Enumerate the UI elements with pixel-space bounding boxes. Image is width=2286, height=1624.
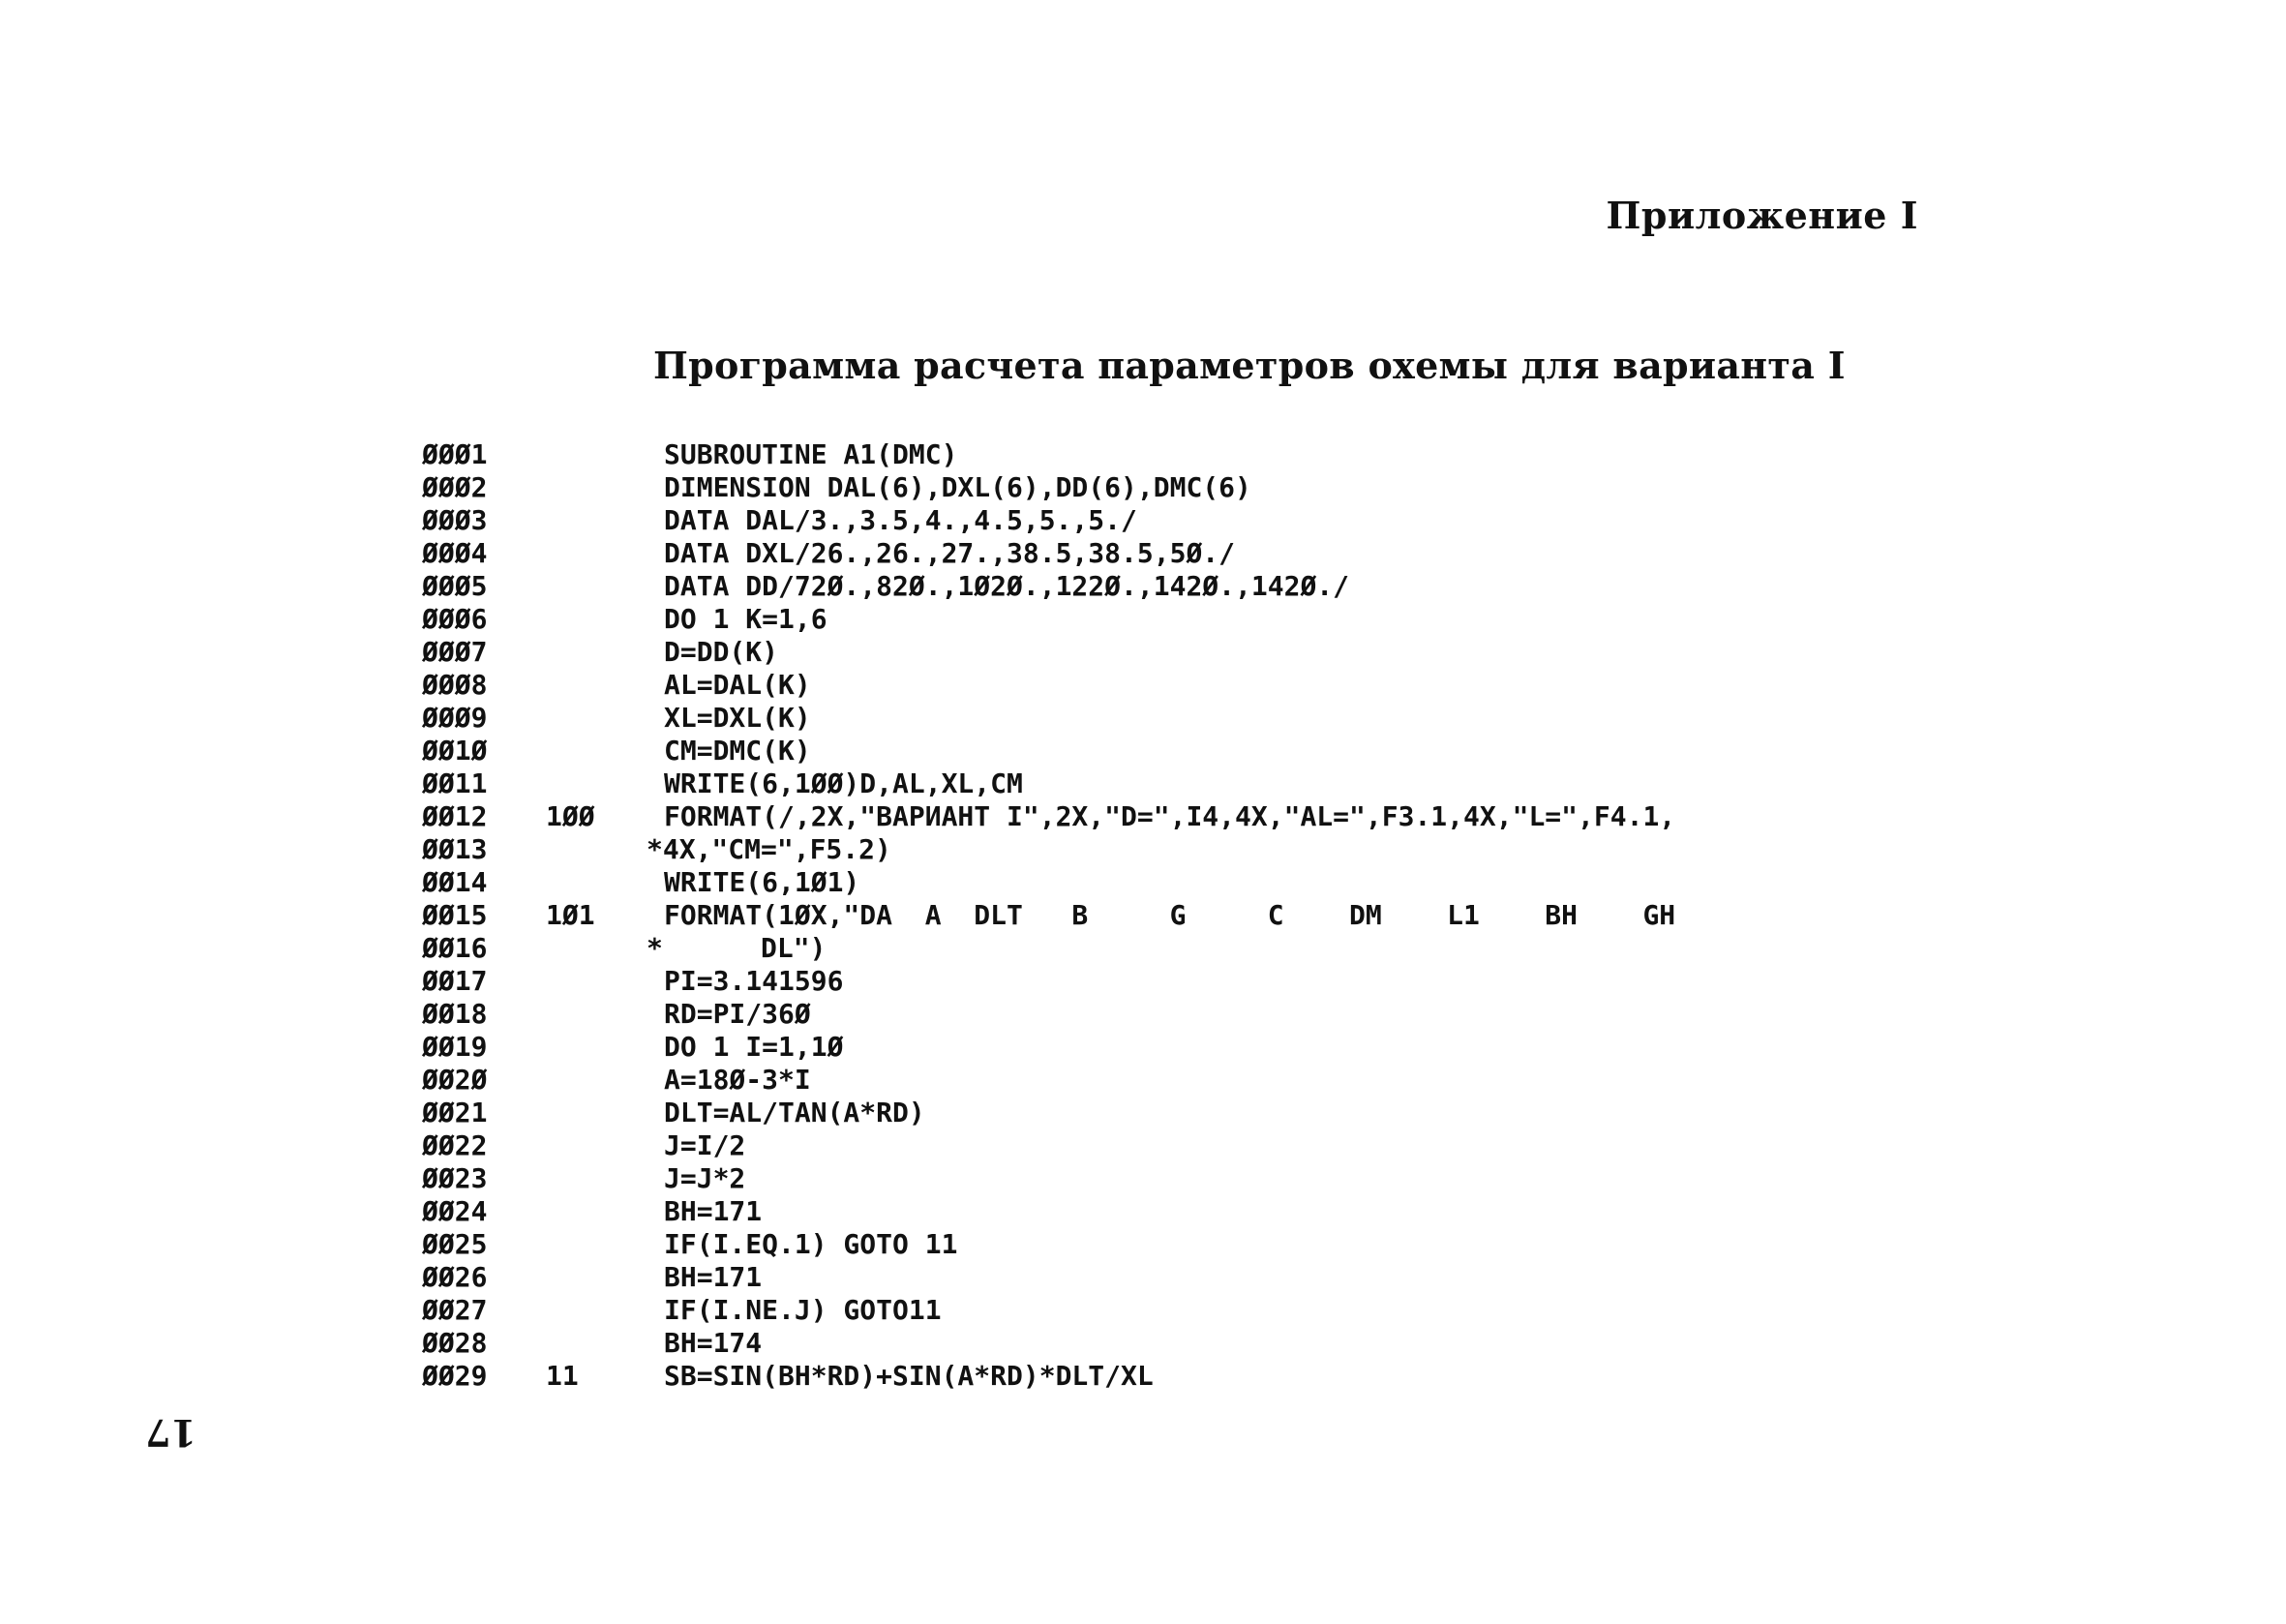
line-number: ØØ28 bbox=[422, 1327, 488, 1359]
code-text: FORMAT(/,2X,"ВАРИАНТ I",2X,"D=",I4,4X,"AL=",F3.1,4X,"L=",F4.1, bbox=[664, 800, 1676, 832]
code-text: FORMAT(1ØX,"DA A DLT B G C DM L1 BH GH bbox=[664, 899, 1676, 931]
line-number: ØØ21 bbox=[422, 1097, 488, 1128]
line-number: ØØ16 bbox=[422, 932, 488, 964]
line-number: ØØ2Ø bbox=[422, 1064, 488, 1096]
line-number: ØØØ8 bbox=[422, 669, 488, 701]
statement-label: 11 bbox=[546, 1360, 579, 1392]
line-number: ØØ13 bbox=[422, 833, 488, 865]
code-text: DATA DD/72Ø.,82Ø.,1Ø2Ø.,122Ø.,142Ø.,142Ø./ bbox=[664, 570, 1350, 602]
code-text: J=J*2 bbox=[664, 1162, 746, 1194]
code-text: SUBROUTINE A1(DMC) bbox=[664, 438, 958, 470]
line-number: ØØØ5 bbox=[422, 570, 488, 602]
code-text: DLT=AL/TAN(A*RD) bbox=[664, 1097, 925, 1128]
line-number: ØØØ3 bbox=[422, 504, 488, 536]
code-text: DATA DXL/26.,26.,27.,38.5,38.5,5Ø./ bbox=[664, 537, 1236, 569]
code-text: WRITE(6,1ØØ)D,AL,XL,CM bbox=[664, 767, 1023, 799]
line-number: ØØ1Ø bbox=[422, 735, 488, 767]
page-number: 17 bbox=[145, 1411, 196, 1455]
line-number: ØØ18 bbox=[422, 998, 488, 1030]
line-number: ØØ17 bbox=[422, 965, 488, 997]
code-text: CM=DMC(K) bbox=[664, 735, 811, 767]
code-text: AL=DAL(K) bbox=[664, 669, 811, 701]
line-number: ØØ25 bbox=[422, 1228, 488, 1260]
line-number: ØØ27 bbox=[422, 1294, 488, 1326]
statement-label: 1ØØ bbox=[546, 800, 595, 832]
code-text: J=I/2 bbox=[664, 1129, 746, 1161]
line-number: ØØ11 bbox=[422, 767, 488, 799]
code-text: * DL") bbox=[647, 932, 827, 964]
code-text: DO 1 K=1,6 bbox=[664, 603, 827, 635]
line-number: ØØ29 bbox=[422, 1360, 488, 1392]
line-number: ØØØ2 bbox=[422, 471, 488, 503]
code-text: DO 1 I=1,1Ø bbox=[664, 1031, 844, 1063]
line-number: ØØ22 bbox=[422, 1129, 488, 1161]
line-number: ØØØ1 bbox=[422, 438, 488, 470]
line-number: ØØ12 bbox=[422, 800, 488, 832]
statement-label: 1Ø1 bbox=[546, 899, 595, 931]
code-text: XL=DXL(K) bbox=[664, 702, 811, 734]
code-text: WRITE(6,1Ø1) bbox=[664, 866, 860, 898]
code-text: SB=SIN(BH*RD)+SIN(A*RD)*DLT/XL bbox=[664, 1360, 1154, 1392]
line-number: ØØ15 bbox=[422, 899, 488, 931]
line-number: ØØØ7 bbox=[422, 636, 488, 668]
code-text: IF(I.EQ.1) GOTO 11 bbox=[664, 1228, 958, 1260]
code-text: DIMENSION DAL(6),DXL(6),DD(6),DMC(6) bbox=[664, 471, 1251, 503]
code-text: BH=171 bbox=[664, 1195, 763, 1227]
line-number: ØØØ4 bbox=[422, 537, 488, 569]
page-title: Программа расчета параметров охемы для варианта I bbox=[653, 344, 1846, 387]
code-text: BH=174 bbox=[664, 1327, 763, 1359]
line-number: ØØ14 bbox=[422, 866, 488, 898]
line-number: ØØ26 bbox=[422, 1261, 488, 1293]
code-text: RD=PI/36Ø bbox=[664, 998, 811, 1030]
code-text: DATA DAL/3.,3.5,4.,4.5,5.,5./ bbox=[664, 504, 1137, 536]
code-text: D=DD(K) bbox=[664, 636, 779, 668]
line-number: ØØ23 bbox=[422, 1162, 488, 1194]
code-text: *4X,"CM=",F5.2) bbox=[647, 833, 891, 865]
appendix-heading: Приложение I bbox=[1606, 194, 1918, 237]
code-text: PI=3.141596 bbox=[664, 965, 844, 997]
line-number: ØØØ6 bbox=[422, 603, 488, 635]
code-text: IF(I.NE.J) GOTO11 bbox=[664, 1294, 942, 1326]
line-number: ØØØ9 bbox=[422, 702, 488, 734]
line-number: ØØ19 bbox=[422, 1031, 488, 1063]
line-number: ØØ24 bbox=[422, 1195, 488, 1227]
code-text: A=18Ø-3*I bbox=[664, 1064, 811, 1096]
code-text: BH=171 bbox=[664, 1261, 763, 1293]
